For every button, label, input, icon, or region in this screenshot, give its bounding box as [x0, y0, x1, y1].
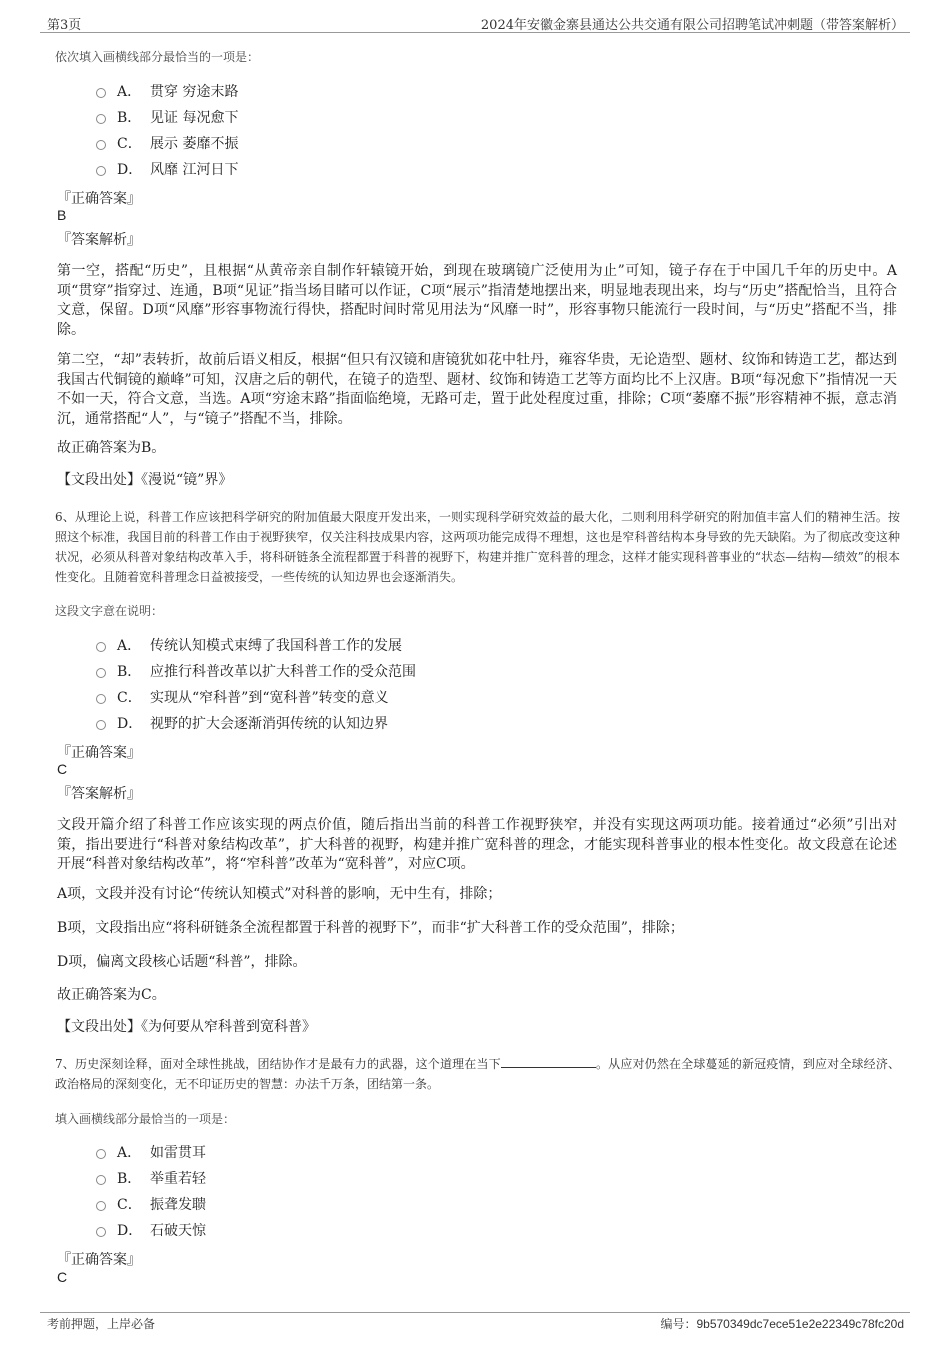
q5-answer-label: 『正确答案』: [57, 191, 141, 207]
footer-divider: [40, 1312, 910, 1313]
option-letter: B．: [117, 664, 142, 680]
option-text: 实现从“窄科普”到“宽科普”转变的意义: [150, 690, 389, 706]
fill-blank: [501, 1055, 596, 1068]
q7-option-c[interactable]: [96, 1192, 206, 1216]
option-letter: C．: [117, 1197, 142, 1213]
q6-analysis-paragraph: D项，偏离文段核心话题“科普”，排除。: [57, 954, 307, 970]
option-text: 振聋发聩: [150, 1197, 206, 1213]
q7-prompt: 填入画横线部分最恰当的一项是：: [55, 1112, 236, 1126]
q6-source: 【文段出处】《为何要从窄科普到宽科普》: [57, 1019, 316, 1035]
q6-stem: 6、从理论上说，科普工作应该把科学研究的附加值最大限度开发出来，一则实现科学研究效益的最大化，二则利用科学研究的附加值丰富人们的精神生活。按照这个标准，我国目前的科普工作由于视野狭窄，仅关注科技成果内容，这两项功能完成得不理想，这也是窄科普结构本身导致的先天缺陷。为了彻底改变这种状况，必须从科普对象结构改革入手，将科研链条全流程都置于科普的视野下，构建并推广宽科普的理念，这样才能实现科普事业的“状态—结构—绩效”的根本性变化。且随着宽科普理念日益被接受，一些传统的认知边界也会逐渐消失。: [55, 510, 900, 584]
option-text: 如雷贯耳: [150, 1145, 206, 1161]
radio-button[interactable]: [96, 720, 106, 730]
radio-button[interactable]: [96, 1201, 106, 1211]
q5-prompt: 依次填入画横线部分最恰当的一项是：: [55, 50, 260, 64]
footer-slogan: 考前押题，上岸必备: [47, 1317, 156, 1331]
option-letter: B．: [117, 1171, 142, 1187]
q6-option-d[interactable]: [96, 711, 388, 735]
option-text: 视野的扩大会逐渐消弭传统的认知边界: [150, 716, 388, 732]
radio-button[interactable]: [96, 166, 106, 176]
radio-button[interactable]: [96, 88, 106, 98]
radio-button[interactable]: [96, 1175, 106, 1185]
q5-answer: B: [57, 207, 67, 223]
q7-stem-before: 7、历史深刻诠释，面对全球性挑战，团结协作才是最有力的武器，这个道理在当下: [55, 1057, 501, 1071]
option-text: 风靡 江河日下: [150, 162, 239, 178]
page-header: [0, 0, 950, 34]
option-text: 见证 每况愈下: [150, 110, 239, 126]
footer-code: [660, 1315, 904, 1332]
q6-prompt: 这段文字意在说明：: [55, 604, 164, 618]
q7-option-d[interactable]: [96, 1218, 206, 1242]
option-letter: A．: [117, 638, 142, 654]
q7-option-b[interactable]: [96, 1166, 206, 1190]
option-text: 举重若轻: [150, 1171, 206, 1187]
q6-analysis-paragraph: A项，文段并没有讨论“传统认知模式”对科普的影响，无中生有，排除；: [57, 886, 502, 902]
q7-answer: C: [57, 1269, 68, 1285]
option-letter: D．: [117, 716, 143, 732]
q6-analysis-label: 『答案解析』: [57, 786, 141, 802]
q6-answer-label: 『正确答案』: [57, 745, 141, 761]
q5-source: 【文段出处】《漫说“镜”界》: [57, 472, 233, 488]
option-text: 贯穿 穷途末路: [150, 84, 239, 100]
q6-conclusion: 故正确答案为C。: [57, 987, 166, 1003]
q5-option-a[interactable]: [96, 79, 238, 103]
option-text: 应推行科普改革以扩大科普工作的受众范围: [150, 664, 416, 680]
q6-option-c[interactable]: [96, 685, 389, 709]
radio-button[interactable]: [96, 642, 106, 652]
q7-stem-after: 。从应对仍然在全球蔓延的新冠疫情，到应对全球经济、政治格局的深刻变化，无不印证历史的智慧：办法千万条，团结第一条。: [55, 1057, 900, 1091]
header-divider: [40, 32, 910, 33]
q5-conclusion: 故正确答案为B。: [57, 440, 166, 456]
option-letter: D．: [117, 162, 143, 178]
page-number: 第3页: [47, 18, 82, 33]
q6-answer: C: [57, 761, 68, 777]
option-letter: D．: [117, 1223, 143, 1239]
radio-button[interactable]: [96, 1227, 106, 1237]
q7-answer-label: 『正确答案』: [57, 1252, 141, 1268]
code-label: 编号：: [660, 1317, 697, 1331]
q5-option-b[interactable]: [96, 105, 238, 129]
q5-analysis-paragraph: 第二空，“却”表转折，故前后语义相反，根据“但只有汉镜和唐镜犹如花中牡丹，雍容华贵，无论造型、题材、纹饰和铸造工艺，都达到我国古代铜镜的巅峰”可知，汉唐之后的朝代，在镜子的造型、题材、纹饰和铸造工艺等方面均比不上汉唐。B项“每况愈下”指情况一天不如一天，符合文意，当选。A项“穷途末路”指面临绝境，无路可走，置于此处程度过重，排除；C项“萎靡不振”形容精神不振，意志消沉，通常搭配“人”，与“镜子”搭配不当，排除。: [57, 352, 897, 427]
q7-option-a[interactable]: [96, 1140, 206, 1164]
radio-button[interactable]: [96, 114, 106, 124]
radio-button[interactable]: [96, 694, 106, 704]
option-text: 传统认知模式束缚了我国科普工作的发展: [150, 638, 402, 654]
q6-analysis-paragraph: B项，文段指出应“将科研链条全流程都置于科普的视野下”，而非“扩大科普工作的受众范围”，排除；: [57, 920, 684, 936]
document-title: 2024年安徽金寨县通达公共交通有限公司招聘笔试冲刺题（带答案解析）: [480, 18, 904, 33]
code-value: 9b570349dc7ece51e2e22349c78fc20d: [696, 1317, 904, 1331]
q6-option-a[interactable]: [96, 633, 402, 657]
option-text: 石破天惊: [150, 1223, 206, 1239]
q6-analysis-paragraph: 文段开篇介绍了科普工作应该实现的两点价值，随后指出当前的科普工作视野狭窄，并没有实现这两项功能。接着通过“必须”引出对策，指出要进行“科普对象结构改革”，扩大科普的视野，构建并推广宽科普的理念，才能实现科普事业的根本性变化。故文段意在论述开展“科普对象结构改革”，将“窄科普”改革为“宽科普”，对应C项。: [57, 817, 897, 872]
radio-button[interactable]: [96, 140, 106, 150]
radio-button[interactable]: [96, 668, 106, 678]
option-letter: A．: [117, 1145, 142, 1161]
option-letter: C．: [117, 136, 142, 152]
radio-button[interactable]: [96, 1149, 106, 1159]
q6-option-b[interactable]: [96, 659, 416, 683]
option-letter: B．: [117, 110, 142, 126]
q7-stem: [55, 1054, 900, 1094]
option-text: 展示 萎靡不振: [150, 136, 239, 152]
q5-option-d[interactable]: [96, 157, 238, 181]
q5-option-c[interactable]: [96, 131, 238, 155]
q5-analysis-label: 『答案解析』: [57, 232, 141, 248]
option-letter: C．: [117, 690, 142, 706]
option-letter: A．: [117, 84, 142, 100]
q5-analysis-paragraph: 第一空，搭配“历史”，且根据“从黄帝亲自制作轩辕镜开始，到现在玻璃镜广泛使用为止”可知，镜子存在于中国几千年的历史中。A项“贯穿”指穿过、连通，B项“见证”指当场目睹可以作证，C项“展示”指清楚地摆出来，明显地表现出来，均与“历史”搭配恰当，且符合文意，保留。D项“风靡”形容事物流行得快，搭配时间时常见用法为“风靡一时”，形容事物只能流行一段时间，与“历史”搭配不当，排除。: [57, 263, 897, 338]
